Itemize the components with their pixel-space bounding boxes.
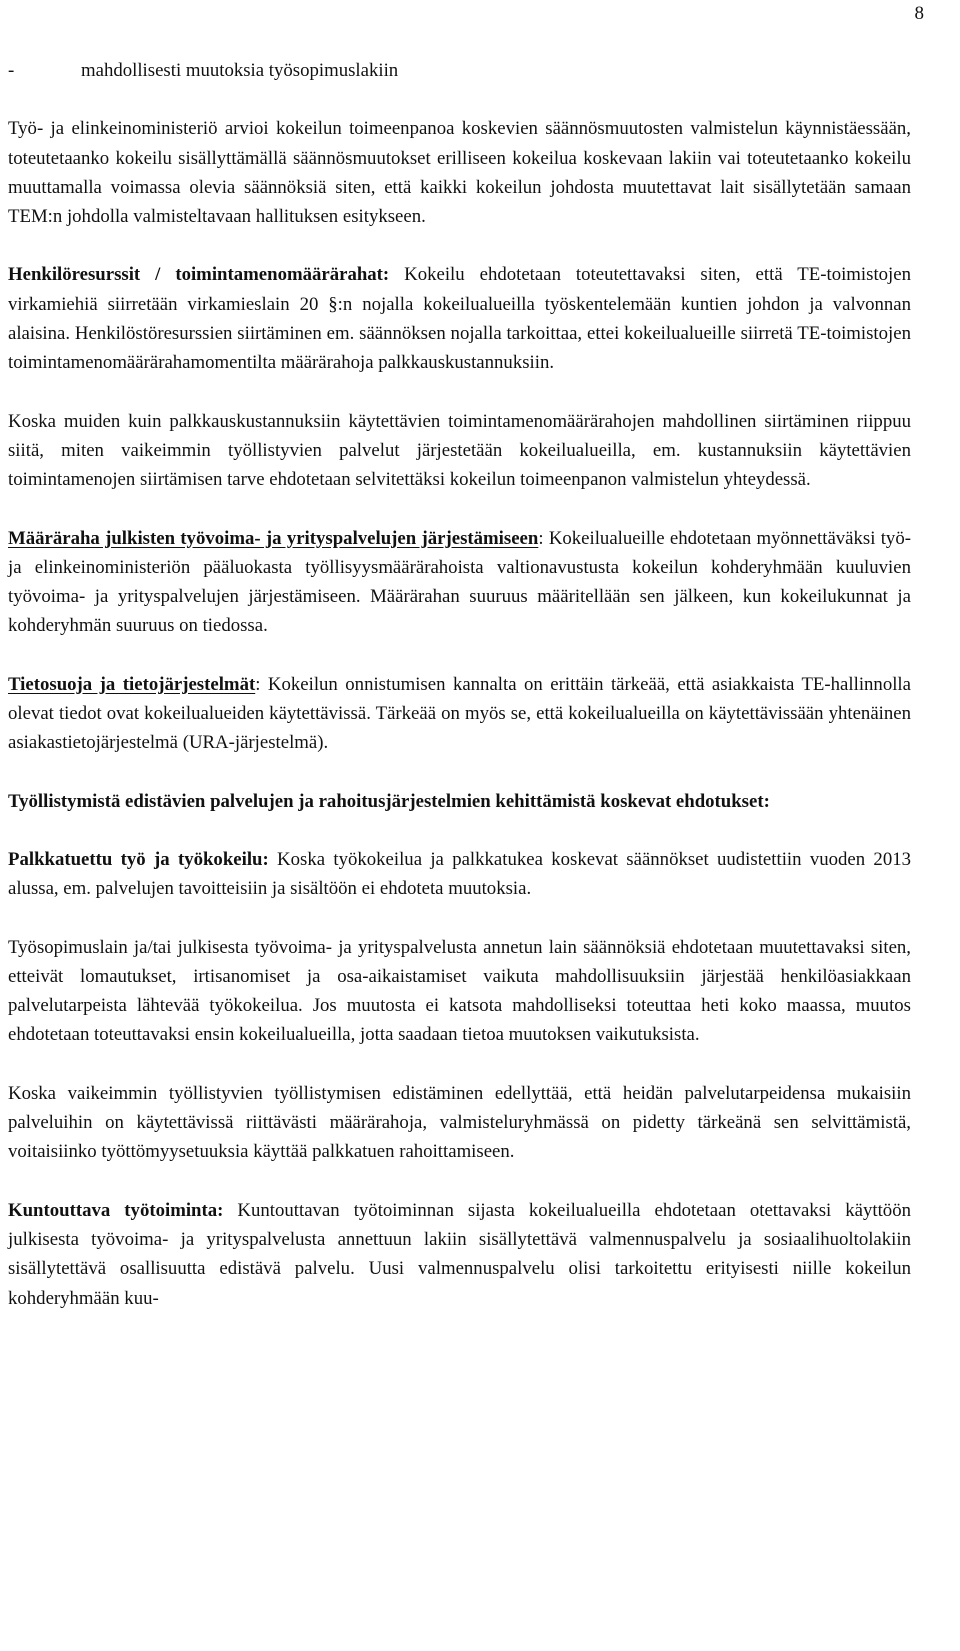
paragraph-kuntouttava <box>8 1196 911 1313</box>
page-number: 8 <box>914 3 924 24</box>
bullet-dash: - <box>8 60 15 81</box>
paragraph-tietosuoja <box>8 670 911 758</box>
paragraph-text: Kokeilu ehdotetaan toteutettavaksi siten, että TE-toimistojen virkamiehiä siirretään virkamieslain 20 §:n nojalla kokeilualueilla työskentelemään kuntien johdon ja valvonnan alaisina. Henkilöstöresurssien siirtäminen em. säännöksen nojalla tarkoittaa, ettei kokeilualueille siirretä TE-toimistojen toimintamenomäärärahamomentilta määrärahoja palkkauskustannuksiin. <box>8 264 912 374</box>
paragraph-1: Työ- ja elinkeinoministeriö arvioi kokeilun toimeenpanoa koskevien säännösmuutosten valmistelun käynnistäessään, toteutetaanko kokeilu sisällyttämällä säännösmuutokset erilliseen kokeilua koskevaan lakiin vai toteutetaanko kokeilu muuttamalla voimassa olevia säännöksiä siten, että kaikki kokeilun johdosta muutettavat lait sisällytetään samaan TEM:n johdolla valmisteltavaan hallituksen esitykseen. <box>8 118 911 228</box>
paragraph-9: Koska vaikeimmin työllistyvien työllistymisen edistäminen edellyttää, että heidän palvelutarpeidensa mukaisiin palveluihin on käytettävissä riittävästi määrärahoja, valmisteluryhmässä on pidetty tärkeänä sen selvittämistä, voitaisiinko työttömyysetuuksia käyttää palkkatuen rahoittamiseen. <box>8 1082 911 1163</box>
paragraph-henkiloresurssit <box>8 260 911 377</box>
paragraph-text: : Kokeilualueille ehdotetaan myönnettäväksi työ- ja elinkeinoministeriön pääluokasta työllisyysmäärärahoista valtionavustusta kokeilun kohderyhmään kuuluvien työvoima- ja yrityspalvelujen järjestämiseen. Määrärahan suuruus määritellään sen jälkeen, kun kokeilukunnat ja kohderyhmän suuruus on tiedossa. <box>8 527 911 637</box>
paragraph-3: Koska muiden kuin palkkauskustannuksiin käytettävien toimintamenomäärärahojen mahdollinen siirtäminen riippuu siitä, miten vaikeimmin työllistyvien palvelut järjestetään kokeilualueilla, em. kustannuksiin käytettävien toimintamenojen siirtämisen tarve ehdotetaan selvitettäksi kokeilun toimeenpanon valmistelun yhteydessä. <box>8 410 911 491</box>
document-body <box>8 56 911 1313</box>
paragraph-maararaha <box>8 524 911 641</box>
paragraph-text: Kuntouttavan työtoiminnan sijasta kokeilualueilla ehdotetaan otettavaksi käyttöön julkisesta työvoima- ja yrityspalvelusta annettuun lakiin sisällytettävä valmennuspalvelu ja sosiaalihuoltolakiin sisällytettävä osallisuutta edistävä palvelu. Uusi valmennuspalvelu olisi tarkoitettu erityisesti niille kokeilun kohderyhmään kuu- <box>8 1199 911 1309</box>
section-heading: Työllistymistä edistävien palvelujen ja rahoitusjärjestelmien kehittämistä koskevat ehdotukset: <box>8 790 770 812</box>
paragraph-heading: Palkkatuettu työ ja työkokeilu: <box>8 848 269 870</box>
bullet-item <box>8 56 911 85</box>
paragraph-text: Koska työkokeilua ja palkkatukea koskevat säännökset uudistettiin vuoden 2013 alussa, em. palvelujen tavoitteisiin ja sisältöön ei ehdoteta muutoksia. <box>8 848 911 900</box>
paragraph-text: : Kokeilun onnistumisen kannalta on erittäin tärkeää, että asiakkaista TE-hallinnolla olevat tiedot ovat kokeilualueiden käytettävissä. Tärkeää on myös se, että kokeilualueilla on käytettävissään yhtenäinen asiakastietojärjestelmä (URA-järjestelmä). <box>8 673 911 754</box>
bullet-text: mahdollisesti muutoksia työsopimuslakiin <box>81 60 399 81</box>
paragraph-heading: Kuntouttava työtoiminta: <box>8 1199 224 1221</box>
paragraph-palkkatuettu <box>8 845 911 904</box>
paragraph-heading: Tietosuoja ja tietojärjestelmät <box>8 673 256 695</box>
paragraph-heading: Henkilöresurssit / toimintamenomäärärahat: <box>8 264 390 286</box>
paragraph-8: Työsopimuslain ja/tai julkisesta työvoima- ja yrityspalvelusta annetun lain säännöksiä ehdotetaan muutettavaksi siten, etteivät lomautukset, irtisanomiset ja osa-aikaistamiset vaikuta mahdollisuuksiin järjestää henkilöasiakkaan palvelutarpeista lähtevää työkokeilua. Jos muutosta ei katsota mahdolliseksi toteuttaa heti koko maassa, muutos ehdotetaan toteuttavaksi ensin kokeilualueilla, jotta saadaan tietoa muutoksen vaikutuksista. <box>8 936 911 1046</box>
paragraph-heading: Määräraha julkisten työvoima- ja yrityspalvelujen järjestämiseen <box>8 527 539 549</box>
